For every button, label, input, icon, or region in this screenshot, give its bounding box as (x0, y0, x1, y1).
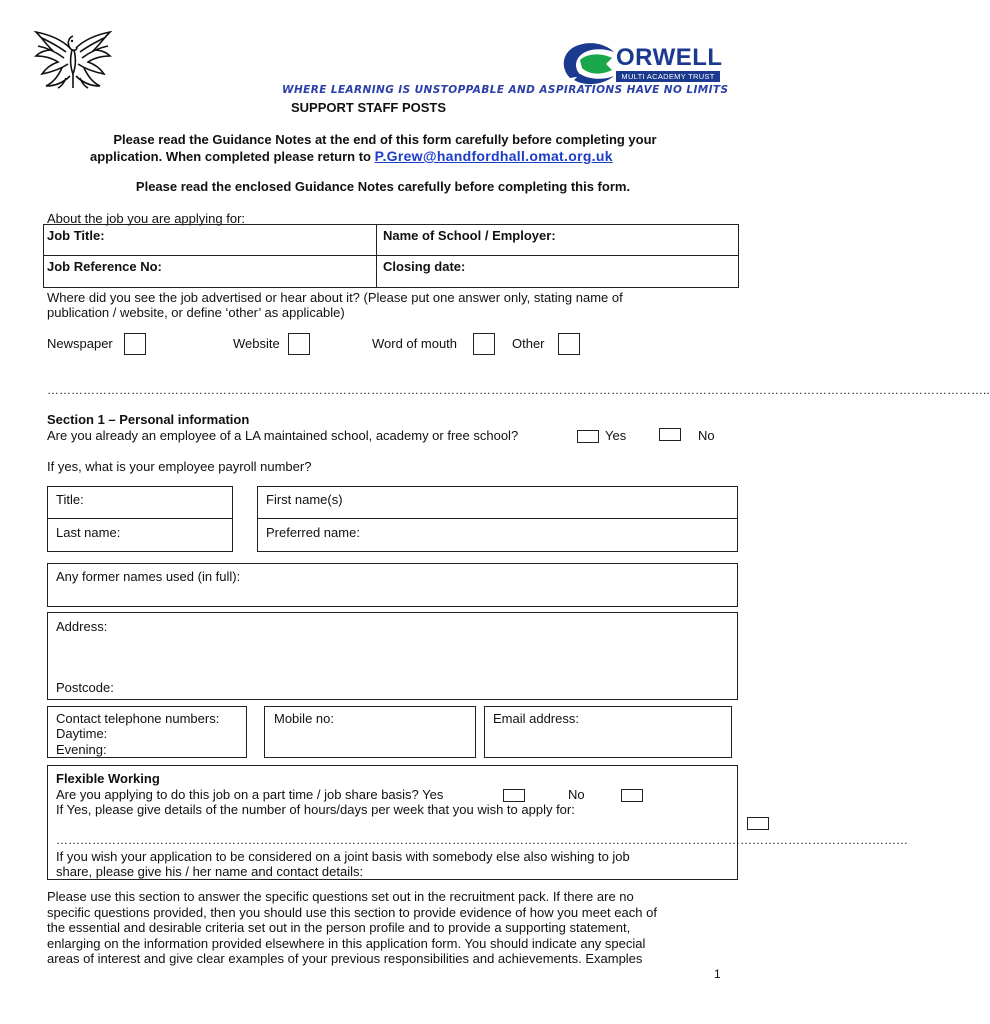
return-email-link[interactable]: P.Grew@handfordhall.omat.org.uk (374, 148, 613, 164)
first-names-field[interactable]: First name(s) (266, 492, 343, 507)
title-field[interactable]: Title: (56, 492, 84, 507)
job-table-divider-v (376, 224, 377, 288)
part-time-no-checkbox[interactable] (621, 789, 643, 802)
employee-no-label: No (698, 428, 715, 443)
employee-yes-label: Yes (605, 428, 627, 443)
statement-line-1: Please use this section to answer the specific questions set out in the recruitment pack. If there are no (47, 889, 634, 904)
closing-date-field[interactable]: Closing date: (383, 259, 466, 274)
option-word-of-mouth-label: Word of mouth (372, 336, 458, 351)
hours-dots-line[interactable]: …………………………………………………………………………………………………………………………………………………………………………………………… (56, 833, 908, 847)
stray-checkbox[interactable] (747, 817, 769, 830)
name-table-gap-right (257, 486, 258, 552)
orwell-logo-name: ORWELL (616, 44, 723, 71)
joint-basis-line-2: share, please give his / her name and contact details: (56, 864, 364, 879)
employee-question: Are you already an employee of a LA maintained school, academy or free school? (47, 428, 519, 443)
part-time-yes-checkbox[interactable] (503, 789, 525, 802)
school-field[interactable]: Name of School / Employer: (383, 228, 556, 243)
page-title: SUPPORT STAFF POSTS (291, 100, 447, 115)
tagline: WHERE LEARNING IS UNSTOPPABLE AND ASPIRATIONS HAVE NO LIMITS (282, 84, 729, 96)
address-label: Address: (56, 619, 108, 634)
statement-line-3: the essential and desirable criteria set out in the person profile and to provide a supporting statement, (47, 920, 631, 935)
orwell-logo-sub: MULTI ACADEMY TRUST (616, 71, 720, 82)
advert-dots-line[interactable]: ……………………………………………………………………………………………………………………………………………………………………………………………………………….. (47, 383, 990, 397)
mobile-label: Mobile no: (274, 711, 334, 726)
preferred-name-field[interactable]: Preferred name: (266, 525, 360, 540)
job-title-field[interactable]: Job Title: (47, 228, 105, 243)
option-other-label: Other (512, 336, 545, 351)
payroll-question: If yes, what is your employee payroll number? (47, 459, 312, 474)
other-checkbox[interactable] (558, 333, 580, 355)
orwell-logo-mark (560, 40, 620, 86)
job-table-divider-h (43, 255, 739, 256)
daytime-label: Daytime: (56, 726, 108, 741)
job-reference-field[interactable]: Job Reference No: (47, 259, 162, 274)
joint-basis-line-1: If you wish your application to be considered on a joint basis with somebody else also wishing to job (56, 849, 630, 864)
statement-line-5: areas of interest and give clear examples of your previous responsibilities and achievements. Examples (47, 951, 643, 966)
phoenix-logo (32, 28, 114, 90)
advert-question-1: Where did you see the job advertised or hear about it? (Please put one answer only, stating name of (47, 290, 623, 305)
postcode-label: Postcode: (56, 680, 114, 695)
last-name-field[interactable]: Last name: (56, 525, 121, 540)
hours-question: If Yes, please give details of the number of hours/days per week that you wish to apply for: (56, 802, 575, 817)
employee-yes-checkbox[interactable] (577, 430, 599, 443)
advert-question-2: publication / website, or define ‘other’ as applicable) (47, 305, 345, 320)
part-time-no-label: No (568, 787, 585, 802)
intro-line-3: Please read the enclosed Guidance Notes carefully before completing this form. (135, 179, 631, 194)
word-of-mouth-checkbox[interactable] (473, 333, 495, 355)
page-number: 1 (714, 967, 721, 981)
intro-line-2-text: application. When completed please return to (90, 149, 371, 164)
email-label: Email address: (493, 711, 579, 726)
statement-line-4: enlarging on the information provided elsewhere in this application form. You should indicate any special (47, 936, 646, 951)
evening-label: Evening: (56, 742, 107, 757)
part-time-question: Are you applying to do this job on a part time / job share basis? Yes (56, 787, 444, 802)
name-table-gap (233, 486, 257, 552)
statement-line-2: specific questions provided, then you should use this section to provide evidence of how you meet each of (47, 905, 657, 920)
intro-line-2 (90, 148, 613, 164)
intro-line-1: Please read the Guidance Notes at the end of this form carefully before completing your (113, 132, 657, 147)
former-names-label: Any former names used (in full): (56, 569, 241, 584)
option-website-label: Website (233, 336, 280, 351)
section1-heading: Section 1 – Personal information (47, 412, 250, 427)
website-checkbox[interactable] (288, 333, 310, 355)
name-table-divider-h (47, 518, 738, 519)
contact-phone-label: Contact telephone numbers: (56, 711, 220, 726)
newspaper-checkbox[interactable] (124, 333, 146, 355)
job-heading: About the job you are applying for: (47, 211, 246, 226)
address-box[interactable] (47, 612, 738, 700)
flexible-working-heading: Flexible Working (56, 771, 160, 786)
employee-no-checkbox[interactable] (659, 428, 681, 441)
option-newspaper-label: Newspaper (47, 336, 113, 351)
name-table (47, 486, 738, 552)
